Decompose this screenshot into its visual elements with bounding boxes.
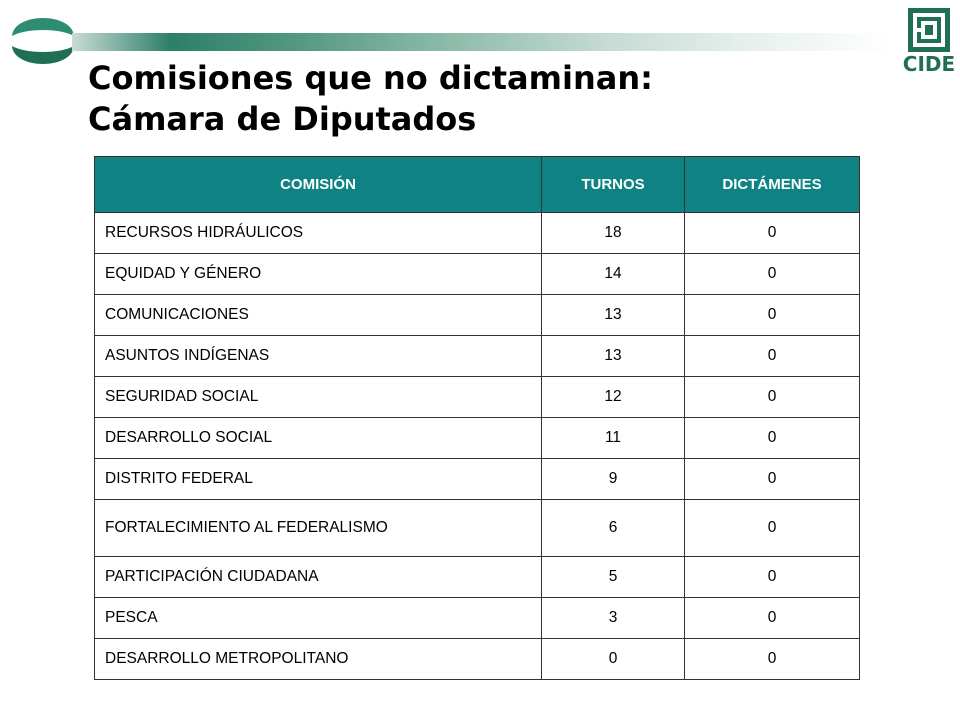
cell-turnos: 13 (542, 336, 685, 377)
cell-comision: RECURSOS HIDRÁULICOS (95, 213, 542, 254)
cell-turnos: 11 (542, 418, 685, 459)
cell-dictamenes: 0 (685, 459, 860, 500)
cell-dictamenes: 0 (685, 377, 860, 418)
table-row (95, 557, 860, 598)
table-row (95, 295, 860, 336)
cell-comision: EQUIDAD Y GÉNERO (95, 254, 542, 295)
title-line-2: Cámara de Diputados (88, 100, 477, 138)
cell-comision: ASUNTOS INDÍGENAS (95, 336, 542, 377)
left-logo-icon (8, 6, 78, 76)
cell-comision: DISTRITO FEDERAL (95, 459, 542, 500)
title-line-1: Comisiones que no dictaminan: (88, 59, 653, 97)
comisiones-table (94, 156, 860, 680)
table-row (95, 213, 860, 254)
page-title (88, 58, 653, 140)
cell-comision: PARTICIPACIÓN CIUDADANA (95, 557, 542, 598)
brand-name: CIDE (902, 52, 956, 76)
table-row (95, 418, 860, 459)
cell-comision: COMUNICACIONES (95, 295, 542, 336)
cell-turnos: 14 (542, 254, 685, 295)
cell-dictamenes: 0 (685, 254, 860, 295)
table-row (95, 500, 860, 557)
table-header-row (95, 157, 860, 213)
table-row (95, 336, 860, 377)
cell-turnos: 13 (542, 295, 685, 336)
cell-dictamenes: 0 (685, 598, 860, 639)
cell-dictamenes: 0 (685, 295, 860, 336)
cell-turnos: 9 (542, 459, 685, 500)
cell-dictamenes: 0 (685, 336, 860, 377)
cell-turnos: 18 (542, 213, 685, 254)
cell-comision: SEGURIDAD SOCIAL (95, 377, 542, 418)
cell-comision: DESARROLLO SOCIAL (95, 418, 542, 459)
header-gradient-bar (72, 33, 892, 51)
cell-turnos: 5 (542, 557, 685, 598)
table-row (95, 254, 860, 295)
table-row (95, 377, 860, 418)
cell-dictamenes: 0 (685, 500, 860, 557)
cell-dictamenes: 0 (685, 213, 860, 254)
cell-comision: PESCA (95, 598, 542, 639)
table-row (95, 598, 860, 639)
cell-dictamenes: 0 (685, 557, 860, 598)
cell-turnos: 12 (542, 377, 685, 418)
cell-turnos: 3 (542, 598, 685, 639)
cell-dictamenes: 0 (685, 418, 860, 459)
column-header-comision: COMISIÓN (95, 157, 542, 213)
cell-comision: DESARROLLO METROPOLITANO (95, 639, 542, 680)
cell-turnos: 6 (542, 500, 685, 557)
column-header-dictamenes: DICTÁMENES (685, 157, 860, 213)
table-row (95, 639, 860, 680)
cell-dictamenes: 0 (685, 639, 860, 680)
cell-comision: FORTALECIMIENTO AL FEDERALISMO (95, 500, 542, 557)
cell-turnos: 0 (542, 639, 685, 680)
table-row (95, 459, 860, 500)
column-header-turnos: TURNOS (542, 157, 685, 213)
